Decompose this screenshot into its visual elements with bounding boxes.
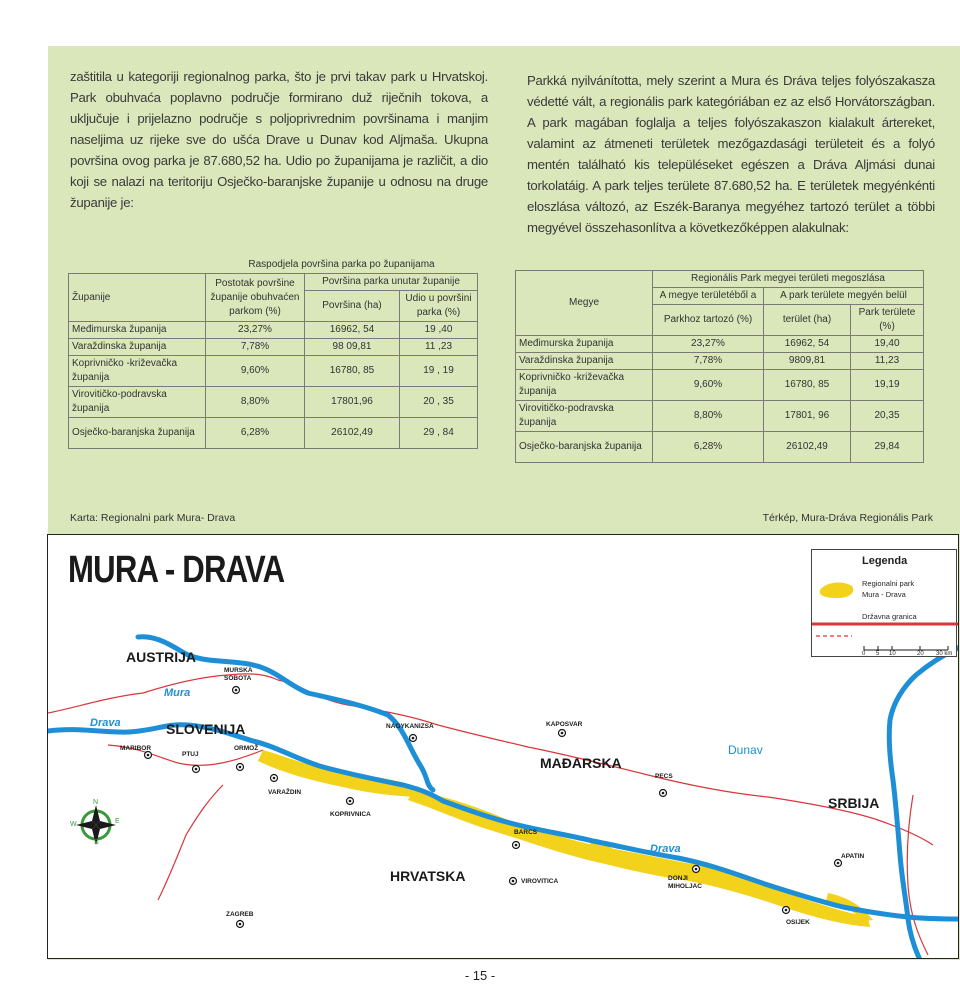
label-varazdin: VARAŽDIN <box>268 789 302 796</box>
header-area-group: A park területe megyén belül <box>764 288 924 305</box>
compass-n: N <box>93 799 99 806</box>
scale-5: 5 <box>876 651 880 657</box>
header-county: Megye <box>516 271 653 336</box>
label-slovenija: SLOVENIJA <box>166 721 246 737</box>
table-row: Koprivničko -križevačka županija 9,60% 16780, 85 19,19 <box>516 370 924 401</box>
map-title: MURA - DRAVA <box>68 549 285 591</box>
regional-park-area <box>258 750 873 927</box>
table-row: Varaždinska županija 7,78% 98 09,81 11 ,23 <box>69 339 478 356</box>
label-barcs: BARCS <box>514 829 538 836</box>
label-srbija: SRBIJA <box>828 795 880 811</box>
label-koprivnica: KOPRIVNICA <box>330 811 371 818</box>
label-pecs: PECS <box>655 773 673 780</box>
table-title: Raspodjela površina parka po županijama <box>206 257 478 274</box>
map-caption-hu: Térkép, Mura-Dráva Regionális Park <box>762 512 933 524</box>
label-river-drava-west: Drava <box>90 717 121 729</box>
legend-park-label-1: Regionalni park <box>862 579 915 588</box>
croatian-paragraph: zaštitila u kategoriji regionalnog parka, što je prvi takav park u Hrvatskoj. Park obuhvaća poplavno područje formirano duž riječnih tokova, a uključuje i prijelazno područje s poljoprivrednim površinama i manjim naseljima uz rijeke sve do ušća Drave u Dunav kod Aljmaša. Ukupna površina ovog parka je 87.680,52 ha. Udio po županijama je različit, a dio koji se nalazi na teritoriju Osječko-baranjske županije u odnosu na druge županije je: <box>70 69 488 210</box>
label-river-mura: Mura <box>164 687 191 699</box>
label-hrvatska: HRVATSKA <box>390 868 466 884</box>
map-legend <box>811 549 957 657</box>
scale-20: 20 <box>917 651 924 657</box>
header-county: Županije <box>69 274 206 322</box>
label-apatin: APATIN <box>841 853 865 860</box>
table-row: Virovitičko-podravska županija 8,80% 17801,96 20 , 35 <box>69 387 478 418</box>
label-austrija: AUSTRIJA <box>126 649 197 665</box>
page-number: - 15 - <box>464 968 496 983</box>
label-donji-miholjac: DONJI MIHOLJAC <box>668 875 702 890</box>
legend-title: Legenda <box>862 555 908 567</box>
table-row: Međimurska županija 23,27% 16962, 54 19 ,40 <box>69 322 478 339</box>
label-maribor: MARIBOR <box>120 745 152 752</box>
legend-border-label: Državna granica <box>862 612 917 621</box>
table-row: Osječko-baranjska županija 6,28% 26102,49 29 , 84 <box>69 418 478 449</box>
map-caption-hr: Karta: Regionalni park Mura- Drava <box>70 512 236 524</box>
header-area-group: Površina parka unutar županije <box>305 274 478 291</box>
label-river-dunav: Dunav <box>728 743 763 757</box>
scale-30: 30 km <box>936 651 953 657</box>
map-mura-drava <box>47 534 959 959</box>
table-row: Virovitičko-podravska županija 8,80% 17801, 96 20,35 <box>516 401 924 432</box>
label-river-drava-east: Drava <box>650 843 681 855</box>
label-ptuj: PTUJ <box>182 751 199 758</box>
label-madarska: MAĐARSKA <box>540 755 622 771</box>
header-part: Park területe (%) <box>851 305 924 336</box>
compass-e: E <box>115 818 120 825</box>
table-county-distribution-hr <box>68 257 478 449</box>
label-virovitica: VIROVITICA <box>521 878 559 885</box>
table-row: Koprivničko -križevačka županija 9,60% 16780, 85 19 , 19 <box>69 356 478 387</box>
header-share-1: A megye területéből a <box>653 288 764 305</box>
header-area: terület (ha) <box>764 305 851 336</box>
legend-park-label-2: Mura - Drava <box>862 590 906 599</box>
scale-0: 0 <box>862 651 866 657</box>
label-kaposvar: KAPOSVAR <box>546 721 583 728</box>
hungarian-paragraph: Parkká nyilvánította, mely szerint a Mura és Dráva teljes folyószakasza védetté vált, a regionális park kategóriában ez az első Horvátországban. A park magában foglalja a teljes folyószakaszon kialakult ártereket, valamint az átmeneti területek mezőgazdasági területeit és a folyó mentén található kis településeket egészen a Dráva Aljmási dunai torkolatáig. A park teljes területe 87.680,52 ha. E területek megyénkénti eloszlása változó, az Eszék-Baranya megyéhez tartozó terület a többi megyével összehasonlítva a következőképpen alakulnak: <box>527 73 935 235</box>
table-row: Međimurska županija 23,27% 16962, 54 19,40 <box>516 336 924 353</box>
scale-10: 10 <box>889 651 896 657</box>
table-county-distribution-hu <box>515 270 924 463</box>
header-share-2: Parkhoz tartozó (%) <box>653 305 764 336</box>
label-osijek: OSIJEK <box>786 919 810 926</box>
river-dunav <box>889 647 959 959</box>
label-zagreb: ZAGREB <box>226 911 254 918</box>
legend-symbols <box>812 550 958 658</box>
header-share: Postotak površine županije obuhvaćen parkom (%) <box>206 274 305 322</box>
header-area: Površina (ha) <box>305 291 400 322</box>
header-part: Udio u površini parka (%) <box>400 291 478 322</box>
compass-w: W <box>70 821 77 828</box>
label-ormoz: ORMOŽ <box>234 745 259 752</box>
table-row: Osječko-baranjska županija 6,28% 26102,49 29,84 <box>516 432 924 463</box>
compass-s: S <box>94 839 99 846</box>
table-row: Varaždinska županija 7,78% 9809,81 11,23 <box>516 353 924 370</box>
label-nagykanizsa: NAGYKANIZSA <box>386 723 434 730</box>
label-murska-sobota: MURSKA SOBOTA <box>224 667 253 682</box>
table-title: Regionális Park megyei területi megoszlása <box>653 271 924 288</box>
